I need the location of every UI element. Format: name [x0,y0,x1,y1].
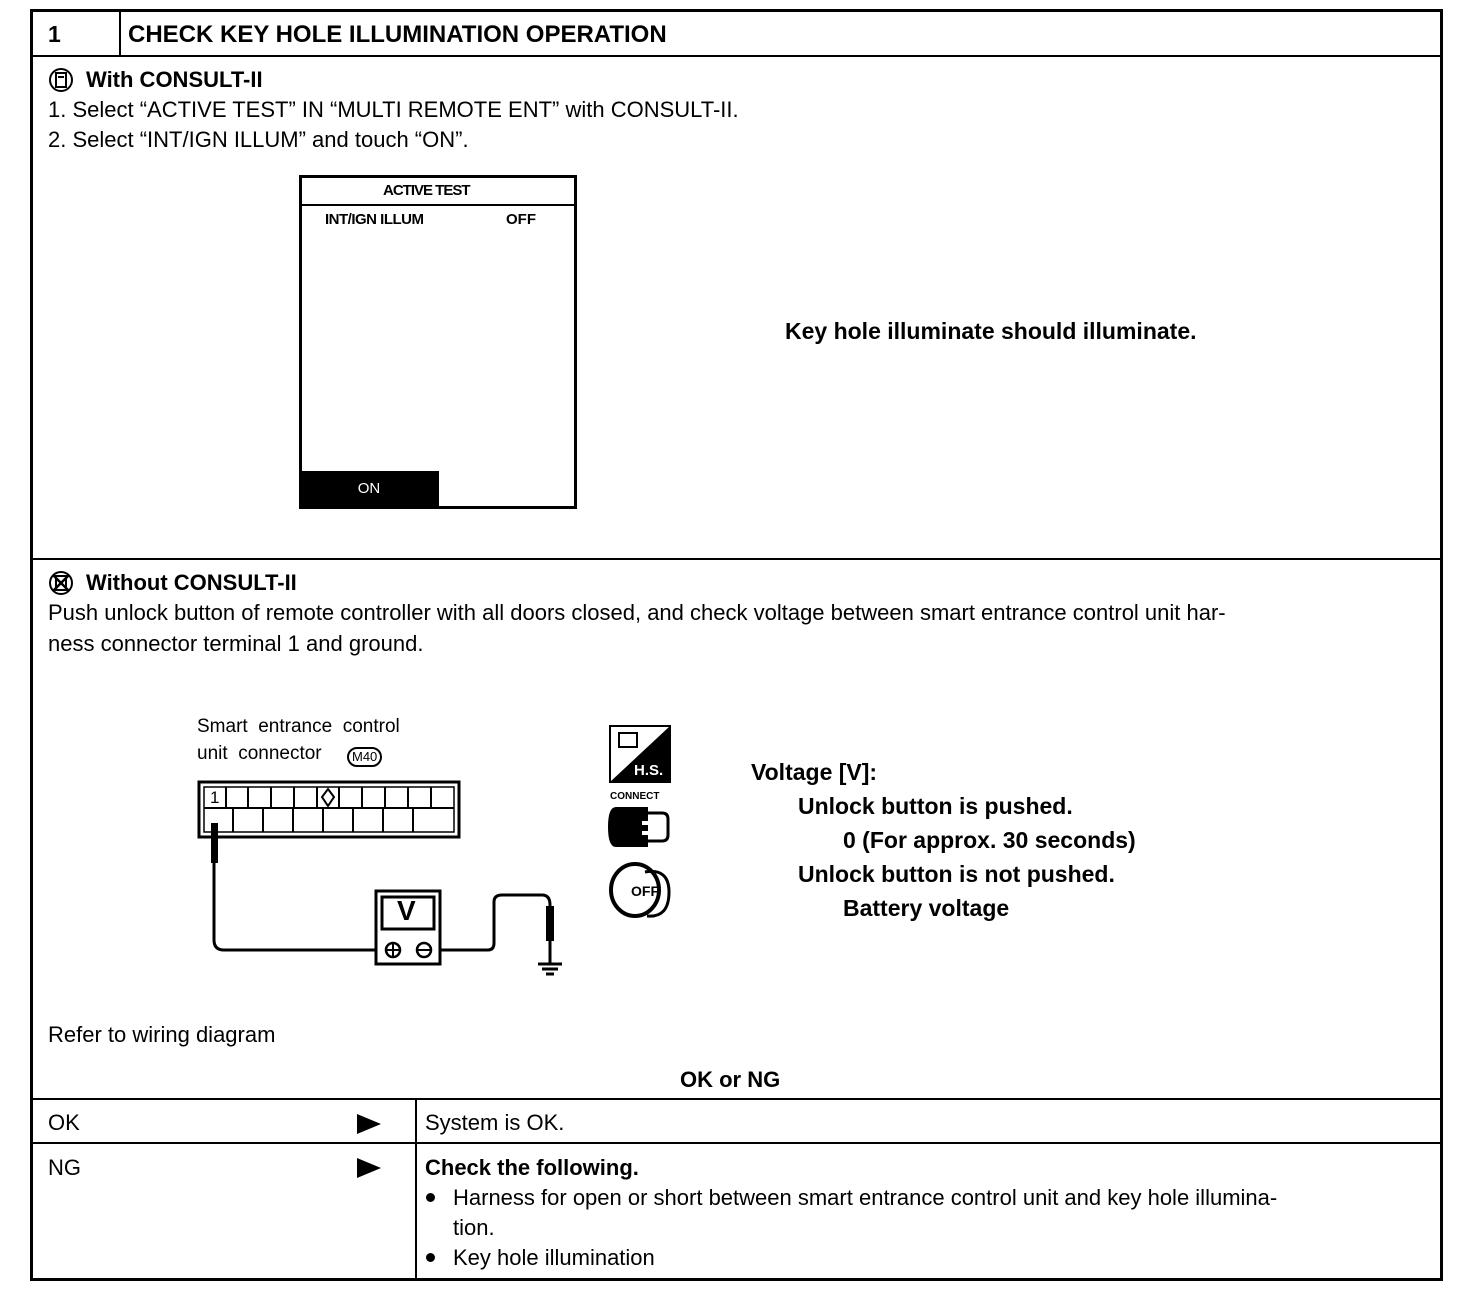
on-button[interactable]: ON [299,471,439,509]
divider [119,9,121,56]
connector-label: Smart entrance control [197,716,400,737]
voltage-value: 0 (For approx. 30 seconds) [843,827,1136,853]
divider [299,204,577,206]
voltage-value: Battery voltage [843,895,1010,921]
terminal-number: 1 [210,788,220,807]
hs-label: H.S. [634,762,664,779]
screen-value: OFF [506,211,536,228]
arrow-icon [357,1114,381,1134]
voltage-condition: Unlock button is pushed. [798,793,1073,819]
with-consult-heading: With CONSULT-II [86,67,263,92]
ok-or-ng: OK or NG [680,1067,781,1092]
voltage-heading: Voltage [V]: [751,759,878,785]
screen-item: INT/IGN ILLUM [325,211,424,228]
no-consult-icon [48,570,74,596]
measurement-diagram [190,775,590,985]
divider [415,1098,417,1280]
step-title: CHECK KEY HOLE ILLUMINATION OPERATION [128,21,667,48]
off-label: OFF [631,883,659,899]
divider [30,1098,1443,1100]
wiring-diagram-link[interactable]: Refer to wiring diagram [48,1022,276,1047]
divider [30,558,1443,560]
illumination-result: Key hole illuminate should illuminate. [785,318,1197,344]
screen-title: ACTIVE TEST [383,182,470,199]
divider [30,1142,1443,1144]
ng-label: NG [48,1155,81,1180]
ok-label: OK [48,1110,80,1135]
divider [30,55,1443,57]
ng-heading: Check the following. [425,1155,639,1180]
connector-label: unit connector [197,743,322,764]
step-number: 1 [48,21,61,47]
connect-icon [606,803,672,851]
ng-check-item: tion. [453,1215,495,1240]
instruction-line: ness connector terminal 1 and ground. [48,631,424,656]
instruction-line: Push unlock button of remote controller with all doors closed, and check voltage between smart entrance control unit har- [48,600,1226,625]
bullet-icon [426,1193,435,1202]
bullet-icon [426,1253,435,1262]
ng-check-item: Key hole illumination [453,1245,655,1270]
voltmeter-label: V [397,895,416,926]
ng-check-item: Harness for open or short between smart entrance control unit and key hole illumina- [453,1185,1278,1210]
step-1: 1. Select “ACTIVE TEST” IN “MULTI REMOTE ENT” with CONSULT-II. [48,97,739,122]
step-2: 2. Select “INT/IGN ILLUM” and touch “ON”. [48,127,469,152]
connect-label: CONNECT [610,791,660,802]
arrow-icon [357,1158,381,1178]
voltage-condition: Unlock button is not pushed. [798,861,1115,887]
ok-result: System is OK. [425,1110,565,1135]
consult-icon [48,67,74,93]
connector-id-badge: M40 [347,747,382,767]
without-consult-heading: Without CONSULT-II [86,570,297,595]
